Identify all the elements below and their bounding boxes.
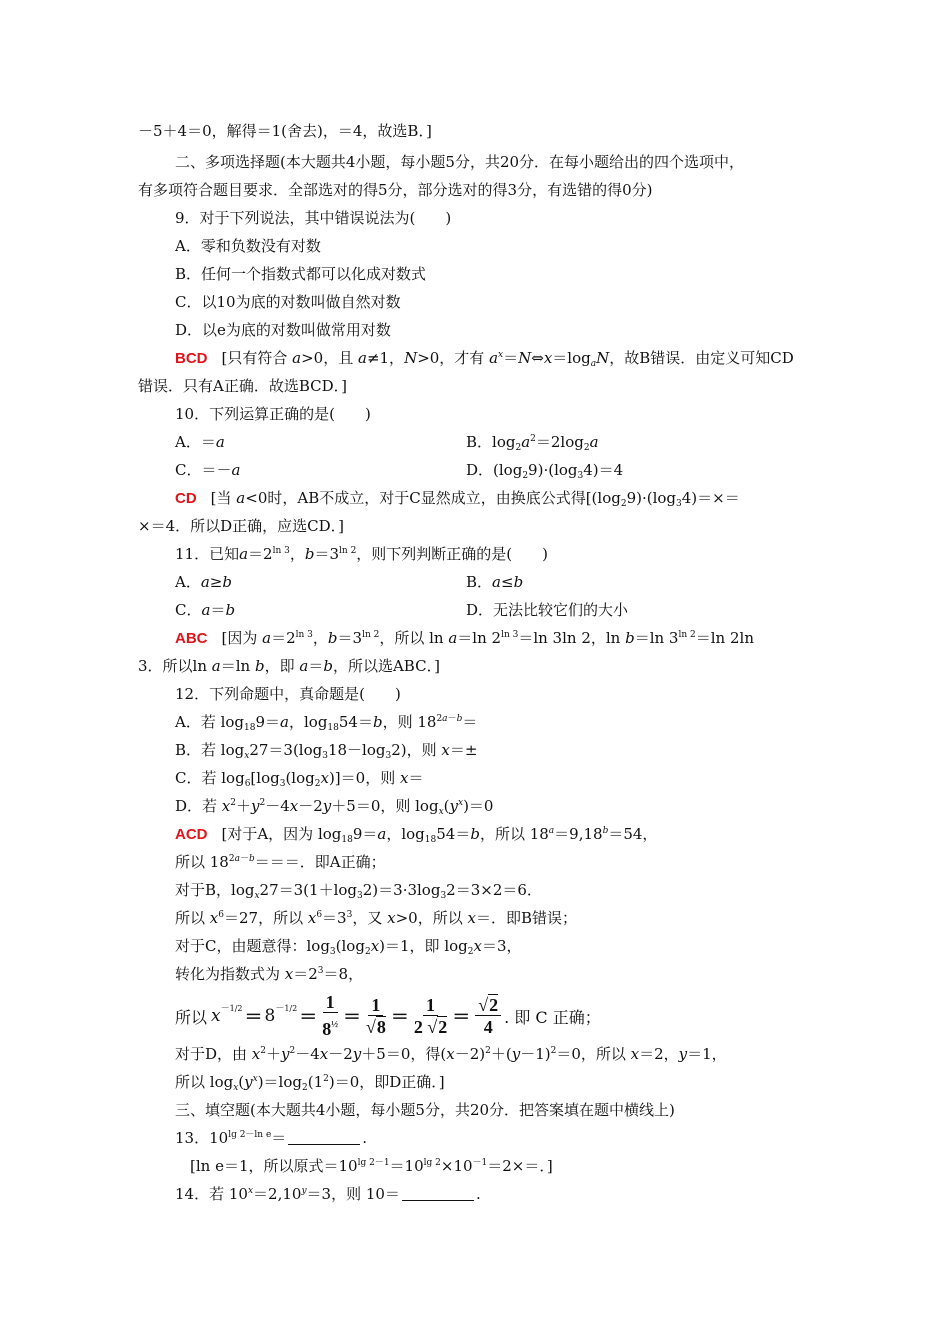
question-14: 14．若 $10^x=2,10^y=3$，则 10＝ .	[175, 1185, 481, 1203]
q13-solution: [ln e＝1，所以原式$=10^{lg 2-1}=10^{lg 2}\times 10^{-1}=2\times=$．]	[190, 1157, 553, 1175]
q12-solution-line-8: 所以 $\log_x(y^x)=\log_2(1^2)=0$，即D正确．]	[175, 1073, 445, 1093]
q12-solution-line-6: 转化为指数式为 $x=2^3=8$，	[175, 965, 364, 983]
q14-answer-blank[interactable]	[402, 1186, 474, 1201]
q12-solution-line-5: 对于C，由题意得：$\log_3(\log_2x)=1$，即 $\log_2x=3$，	[175, 937, 522, 957]
question-9: 9．对于下列说法，其中错误说法为( )	[175, 209, 452, 227]
question-13: 13．$10^{lg 2-ln e}=$ .	[175, 1129, 368, 1147]
q10-option-d: D．$(\log_29)\cdot(\log_34)=4$	[466, 461, 624, 481]
q12-answer-badge: ACD	[175, 826, 208, 843]
section-heading-multiple-choice: 二、多项选择题(本大题共4小题，每小题5分，共20分．在每小题给出的四个选项中，	[175, 153, 745, 171]
q11-solution: ABC [因为 $a=2^{ln 3}$，$b=3^{ln 2}$，所以 ln a＝ln $2^{ln 3}=\ln$ 3ln 2，ln b＝ln $3^{ln 2}=\ln$ 2ln	[175, 629, 754, 647]
fraction-1-over-sqrt8: $\frac{1}{√8}$	[365, 994, 386, 1037]
q12-option-a: A．若 $\log_{18}9=a$，$\log_{18}54=b$，则 $18^{2a-b}=$	[175, 713, 478, 733]
q12-option-b: B．若 $\log_x27=3(\log_318-\log_32)$，则 x＝±	[175, 741, 478, 761]
q10-solution-cont: ×＝4．所以D正确，应选CD．]	[138, 517, 344, 535]
fraction-1-over-2sqrt2: $\frac{1}{2 √2}$	[413, 994, 448, 1037]
q13-answer-blank[interactable]	[288, 1130, 360, 1145]
q9-solution-cont: 错误．只有A正确．故选BCD．]	[138, 377, 347, 395]
section-heading-multiple-choice-cont: 有多项符合题目要求．全部选对的得5分，部分选对的得3分，有选错的得0分)	[138, 181, 653, 199]
q12-solution-line-7: 对于D，由 $x^2+y^2-4x-2y+5=0$，得$(x-2)^2+(y-1)^2=0$，所以 x＝2，y＝1，	[175, 1045, 727, 1063]
question-10: 10．下列运算正确的是( )	[175, 405, 371, 423]
q12-formula-line: 所以 x －1/2 ＝ 8 －1/2 ＝ $\frac{1}{8^{\frac{1}{2}}}$ ＝ $\frac{1}{√8}$ ＝ $\frac{1}{2 √2}$ ＝ $\frac{√2}{4}$ . 即 C 正确；	[175, 992, 601, 1039]
q11-option-b: B．a≤b	[466, 573, 524, 591]
text-line-continuation: －5＋4＝0，解得＝1(舍去)，＝4，故选B．]	[138, 122, 432, 140]
q12-option-d: D．若 $x^2+y^2-4x-2y+5=0$，则 $\log_x(y^x)=0$	[175, 797, 494, 817]
q11-option-c: C．a＝b	[175, 601, 236, 619]
q9-option-a: A．零和负数没有对数	[175, 237, 321, 255]
q12-solution-line-3: 对于B，$\log_x27=3(1+\log_32)=3\cdot 3\log_32=3\times 2=6$．	[175, 881, 542, 901]
q9-option-c: C．以10为底的对数叫做自然对数	[175, 293, 401, 311]
fraction-1-over-8-half: $\frac{1}{8^{\frac{1}{2}}}$	[322, 992, 338, 1039]
q12-solution-line-2: 所以 $18^{2a-b}===$．即A正确；	[175, 853, 386, 871]
question-12: 12．下列命题中，真命题是( )	[175, 685, 401, 703]
fraction-sqrt2-over-4: $\frac{√2}{4}$	[475, 995, 501, 1038]
q9-solution: BCD [只有符合 a>0，且 a≠1，N>0，才有 $a^x=N\Leftrightarrow x=\log_aN$，故B错误．由定义可知CD	[175, 349, 794, 369]
q11-option-a: A．a≥b	[175, 573, 232, 591]
q10-solution: CD [当 a<0时，AB不成立，对于C显然成立，由换底公式得[$(\log_29)\cdot(\log_34)=\times=$	[175, 489, 740, 509]
q9-option-b: B．任何一个指数式都可以化成对数式	[175, 265, 427, 283]
q12-option-c: C．若 $\log_6[\log_3(\log_2x)]=0$，则 x＝	[175, 769, 424, 789]
q12-solution-line-4: 所以 $x^6=27$，所以 $x^6=3^3$，又 x>0，所以 x＝．即B错误；	[175, 909, 577, 927]
q10-option-c: C．＝－a	[175, 461, 241, 479]
q9-answer-badge: BCD	[175, 350, 208, 367]
q11-answer-badge: ABC	[175, 630, 208, 647]
q10-option-a: A．＝a	[175, 433, 225, 451]
q11-solution-cont: 3．所以ln a＝ln b，即 a＝b，所以选ABC．]	[138, 657, 440, 675]
q9-option-d: D．以e为底的对数叫做常用对数	[175, 321, 391, 339]
section-heading-fill-in: 三、填空题(本大题共4小题，每小题5分，共20分．把答案填在题中横线上)	[175, 1101, 675, 1119]
q10-answer-badge: CD	[175, 490, 197, 507]
q10-option-b: B．$\log_2a^2=2\log_2a$	[466, 433, 599, 453]
question-11: 11．已知$a=2^{ln 3}$，$b=3^{ln 2}$，则下列判断正确的是( )	[175, 545, 549, 563]
q12-solution: ACD [对于A，因为 $\log_{18}9=a$，$\log_{18}54=b$，所以 $18^a=9,18^b=54$，	[175, 825, 658, 845]
q11-option-d: D．无法比较它们的大小	[466, 601, 629, 619]
